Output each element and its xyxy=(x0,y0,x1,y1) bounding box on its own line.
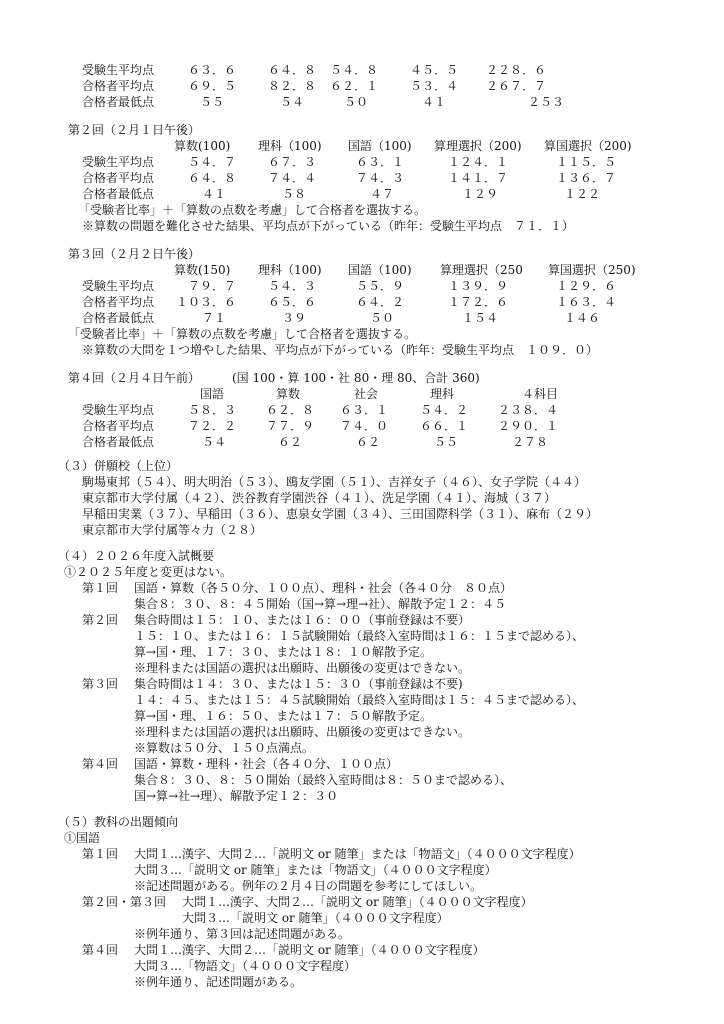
row-label: 合格者平均点 xyxy=(82,295,155,309)
row-label: 受験生平均点 xyxy=(82,403,155,417)
row-label: 受験生平均点 xyxy=(82,63,155,77)
score-cell: １２４．１ xyxy=(448,155,509,169)
section4-item-label: 第２回 xyxy=(82,613,119,627)
section5-title: （５）教科の出題傾向 xyxy=(58,815,179,829)
score-cell: ６５．６ xyxy=(268,295,317,309)
column-header: 理科 xyxy=(430,387,455,401)
score-cell: １２９．６ xyxy=(556,279,617,293)
section4-item-line: 国語・算数・理科・社会（各４０分、１００点） xyxy=(134,757,399,771)
section5-r23-line: 大問３…「説明文 or 随筆」（４０００文字程度） xyxy=(182,911,449,925)
row-label: 合格者最低点 xyxy=(82,95,155,109)
section4-item-line: ※理科または国語の選択は出願時、出願後の変更はできない。 xyxy=(134,725,471,739)
column-header: 国語（100) xyxy=(348,263,412,277)
round3-note-selection: 「受験者比率」＋「算数の点数を考慮」して合格者を選抜する。 xyxy=(68,327,417,341)
section4-item-line: １４：４５、または１５：４５試験開始（最終入室時間は１５：４５まで認める）、 xyxy=(134,693,585,707)
section4-item-line: 国→算→社→理）、解散予定１２：３０ xyxy=(134,789,339,803)
score-cell: ５５．９ xyxy=(356,279,405,293)
column-header: 国語 xyxy=(200,387,225,401)
score-cell: ７７．９ xyxy=(266,419,315,433)
score-cell: １２９ xyxy=(462,187,499,201)
score-cell: １１５．５ xyxy=(556,155,617,169)
section3-title: （３）併願校（上位） xyxy=(58,459,179,473)
score-cell: ５５ xyxy=(200,95,225,109)
row-label: 合格者最低点 xyxy=(82,435,155,449)
score-cell: ３９ xyxy=(282,311,307,325)
section4-item-line: １５：１０、または１６：１５試験開始（最終入室時間は１６：１５まで認める）、 xyxy=(134,629,585,643)
section4-item-line: 集合時間は１５：１０、または１６：００（事前登録は不要） xyxy=(134,613,471,627)
score-cell: ７４．０ xyxy=(340,419,389,433)
column-header: 算数 xyxy=(276,387,301,401)
score-cell: ５４．２ xyxy=(420,403,469,417)
section5-r4-label: 第４回 xyxy=(82,943,119,957)
column-header: 理科（100) xyxy=(258,139,322,153)
section5-r23-label: 第２回・第３回 xyxy=(82,895,167,909)
section5-r23-line: 大問１…漢字、大問２…「説明文 or 随筆」（４０００文字程度） xyxy=(182,895,533,909)
score-cell: ６４．２ xyxy=(356,295,405,309)
column-header: 理科（100) xyxy=(258,263,322,277)
column-header: 国語（100) xyxy=(348,139,412,153)
score-cell: １２２ xyxy=(564,187,601,201)
score-cell: ２３８．４ xyxy=(498,403,559,417)
score-cell: ５４．７ xyxy=(188,155,237,169)
column-header: 社会 xyxy=(354,387,379,401)
column-header: ４科目 xyxy=(522,387,559,401)
section4-item-line: ※算数は５０分、１５０点満点。 xyxy=(134,741,315,755)
row-label: 合格者平均点 xyxy=(82,171,155,185)
section4-item-label: 第４回 xyxy=(82,757,119,771)
round2-note-difficulty: ※算数の問題を難化させた結果、平均点が下がっている（昨年：受験生平均点 ７１．１） xyxy=(82,219,575,233)
score-cell: ７４．４ xyxy=(268,171,317,185)
score-cell: ２５３ xyxy=(528,95,565,109)
score-cell: ６４．８ xyxy=(268,63,317,77)
section5-r1-line: ※記述問題がある。例年の２月４日の問題を参考にしてほしい。 xyxy=(134,879,483,893)
score-cell: ５４．８ xyxy=(330,63,379,77)
round4-title: 第４回（２月４日午前） xyxy=(68,371,201,385)
round3-title: 第３回（２月２日午後） xyxy=(68,247,201,261)
column-header: 算数(150) xyxy=(174,263,231,277)
score-cell: ７９．７ xyxy=(188,279,237,293)
score-cell: １３９．９ xyxy=(448,279,509,293)
section4-title: （４）２０２６年度入試概要 xyxy=(58,549,215,563)
round2-title: 第２回（２月１日午後） xyxy=(68,123,201,137)
section4-item-line: 国語・算数（各５０分、１００点）、理科・社会（各４０分 ８０点） xyxy=(134,581,513,595)
section5-r1-label: 第１回 xyxy=(82,847,119,861)
column-header: 算理選択（250 xyxy=(440,263,523,277)
score-cell: ６２ xyxy=(278,435,303,449)
score-cell: ２７８ xyxy=(512,435,549,449)
section3-line: 東京都市大学付属（４２）、渋谷教育学園渋谷（４１）、洗足学園（４１）、海城（３７） xyxy=(82,491,557,505)
column-header: 算国選択（200) xyxy=(544,139,632,153)
score-cell: ５４ xyxy=(202,435,227,449)
score-cell: ６２．１ xyxy=(330,79,379,93)
score-cell: ４１ xyxy=(422,95,447,109)
section5-r1-line: 大問３…「説明文 or 随筆」または「物語文」（４０００文字程度） xyxy=(134,863,497,877)
score-cell: ５４．３ xyxy=(268,279,317,293)
section4-item-line: 集合８：３０、８：５０開始（最終入室時間は８：５０まで認める）、 xyxy=(134,773,513,787)
score-cell: ６６．１ xyxy=(420,419,469,433)
score-cell: ６３．６ xyxy=(188,63,237,77)
score-cell: ６２．８ xyxy=(266,403,315,417)
score-cell: １４１．７ xyxy=(448,171,509,185)
column-header: 算数(100) xyxy=(174,139,231,153)
score-cell: １７２．６ xyxy=(448,295,509,309)
row-label: 合格者平均点 xyxy=(82,419,155,433)
section4-item-line: 集合時間は１４：３０、または１５：３０（事前登録は不要) xyxy=(134,677,463,691)
score-cell: ６４．８ xyxy=(188,171,237,185)
score-cell: ４７ xyxy=(370,187,395,201)
score-cell: ４５．５ xyxy=(410,63,459,77)
round2-note-selection: 「受験者比率」＋「算数の点数を考慮」して合格者を選抜する。 xyxy=(78,203,427,217)
section3-line: 早稲田実業（３７）、早稲田（３６）、恵泉女学園（３４）、三田国際科学（３１）、麻布（２９） xyxy=(82,507,599,521)
row-label: 受験生平均点 xyxy=(82,155,155,169)
score-cell: ６９．５ xyxy=(188,79,237,93)
score-cell: ７１ xyxy=(202,311,227,325)
column-header: 算国選択（250) xyxy=(548,263,636,277)
round4-subtitle: (国 100・算 100・社 80・理 80、合計 360) xyxy=(232,371,480,385)
score-cell: １５４ xyxy=(462,311,499,325)
section5-r4-line: 大問１…漢字、大問２…「説明文 or 随筆」（４０００文字程度） xyxy=(134,943,485,957)
score-cell: ２６７．７ xyxy=(486,79,547,93)
score-cell: ２９０．１ xyxy=(498,419,559,433)
section3-line: 駒場東邦（５４）、明大明治（５３）、鴎友学園（５１）、吉祥女子（４６）、女子学院（４４） xyxy=(82,475,587,489)
score-cell: ２２８．６ xyxy=(486,63,547,77)
score-cell: ６２ xyxy=(356,435,381,449)
score-cell: ４１ xyxy=(202,187,227,201)
section5-r4-line: ※例年通り、記述問題がある。 xyxy=(134,975,303,989)
score-cell: １３６．７ xyxy=(556,171,617,185)
section4-item-label: 第３回 xyxy=(82,677,119,691)
score-cell: ５３．４ xyxy=(410,79,459,93)
score-cell: １０３．６ xyxy=(176,295,237,309)
score-cell: ６７．３ xyxy=(268,155,317,169)
row-label: 合格者最低点 xyxy=(82,187,155,201)
section5-r23-note: ※例年通り、第３回は記述問題がある。 xyxy=(134,927,351,941)
section5-r1-line: 大問１…漢字、大問２…「説明文 or 随筆」または「物語文」（４０００文字程度） xyxy=(134,847,581,861)
round3-note-difficulty: ※算数の大問を１つ増やした結果、平均点が下がっている（昨年：受験生平均点 １０９．０） xyxy=(82,343,599,357)
row-label: 受験生平均点 xyxy=(82,279,155,293)
score-cell: ７４．３ xyxy=(356,171,405,185)
section4-item-line: 算→国・理、１６：５０、または１７：５０解散予定。 xyxy=(134,709,433,723)
score-cell: ５０ xyxy=(370,311,395,325)
score-cell: ５８．３ xyxy=(188,403,237,417)
score-cell: ６３．１ xyxy=(356,155,405,169)
section4-intro: ①２０２５年度と変更はない。 xyxy=(64,565,233,579)
row-label: 合格者最低点 xyxy=(82,311,155,325)
section5-r4-line: 大問３…「物語文」（４０００文字程度） xyxy=(134,959,357,973)
section3-line: 東京都市大学付属等々力（２８） xyxy=(82,523,263,537)
score-cell: ５８ xyxy=(282,187,307,201)
section5-subject: ①国語 xyxy=(64,831,101,845)
score-cell: ５５ xyxy=(434,435,459,449)
section4-item-line: ※理科または国語の選択は出願時、出願後の変更はできない。 xyxy=(134,661,471,675)
score-cell: ５４ xyxy=(280,95,305,109)
column-header: 算理選択（200) xyxy=(434,139,522,153)
section4-item-label: 第１回 xyxy=(82,581,119,595)
score-cell: ６３．１ xyxy=(340,403,389,417)
score-cell: １６３．４ xyxy=(556,295,617,309)
row-label: 合格者平均点 xyxy=(82,79,155,93)
section4-item-line: 集合８：３０、８：４５開始（国→算→理→社）、解散予定１２：４５ xyxy=(134,597,507,611)
score-cell: ８２．８ xyxy=(268,79,317,93)
score-cell: １４６ xyxy=(564,311,601,325)
section4-item-line: 算→国・理、１７：３０、または１８：１０解散予定。 xyxy=(134,645,433,659)
score-cell: ５０ xyxy=(344,95,369,109)
score-cell: ７２．２ xyxy=(188,419,237,433)
